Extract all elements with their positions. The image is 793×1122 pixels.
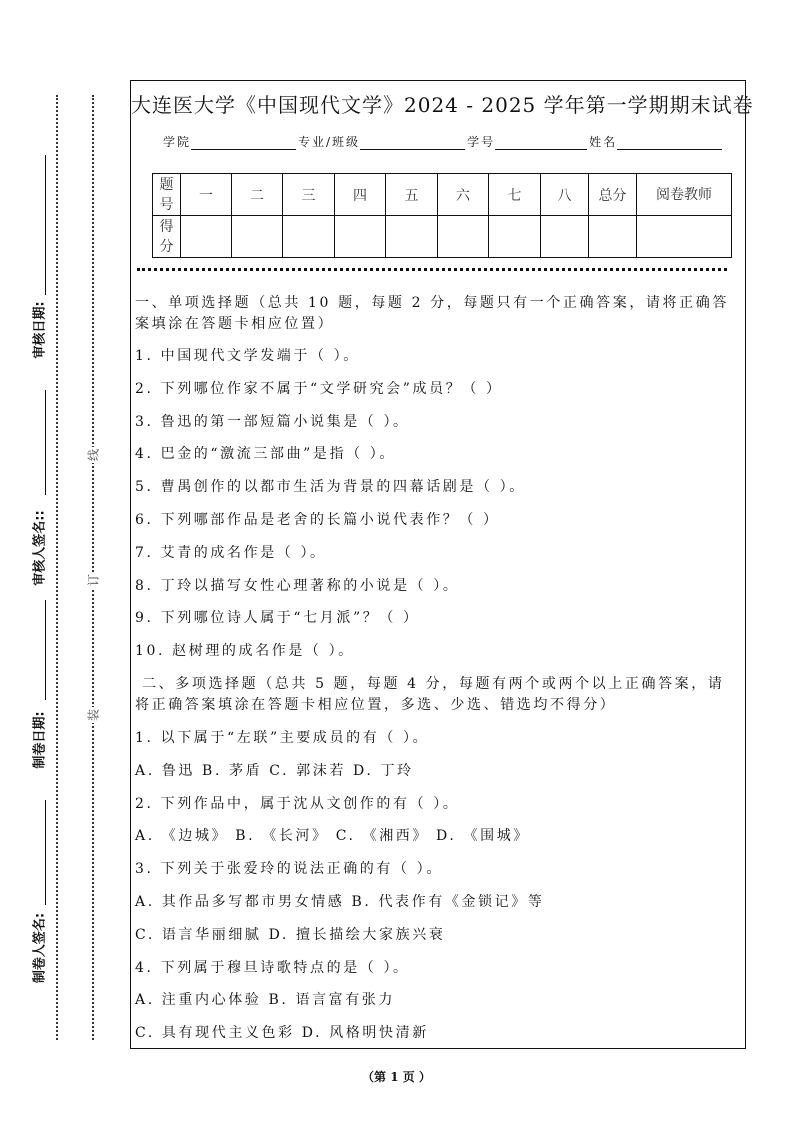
option-line: A. 鲁迅 B. 茅盾 C. 郭沫若 D. 丁玲 — [135, 762, 414, 779]
option-line: C. 具有现代主义色彩 D. 风格明快清新 — [135, 1025, 429, 1042]
question-item: 3. 下列关于张爱玲的说法正确的有（ ）。 — [135, 861, 443, 878]
score-table-header-row — [153, 174, 732, 216]
score-cell[interactable] — [637, 216, 732, 258]
questions — [135, 293, 741, 1050]
score-table — [152, 173, 732, 258]
col-6: 六 — [438, 174, 489, 216]
option-line: A. 注重内心体验 B. 语言富有张力 — [135, 992, 396, 1009]
question-number-label: 题号 — [153, 174, 181, 216]
binding-mark-bind: 装 — [86, 708, 101, 722]
binding-dotted-line-outer — [56, 95, 58, 1040]
score-cell[interactable] — [283, 216, 335, 258]
col-5: 五 — [386, 174, 438, 216]
question-item: 5. 曹禺创作的以都市生活为背景的四幕话剧是（ ）。 — [135, 479, 526, 496]
question-item: 1. 中国现代文学发端于（ ）。 — [135, 348, 360, 364]
score-table-score-row — [153, 216, 732, 258]
compiler-signature-label: 制卷人签名: — [32, 912, 48, 984]
score-cell[interactable] — [589, 216, 637, 258]
major-class-field[interactable] — [360, 137, 465, 150]
col-8: 八 — [541, 174, 589, 216]
page-number: （第 1 页 ） — [362, 1070, 431, 1084]
score-label: 得分 — [153, 216, 181, 258]
col-4: 四 — [335, 174, 386, 216]
review-date-label: 审核日期: — [32, 301, 48, 359]
question-item: 10. 赵树理的成名作是（ ）。 — [135, 643, 355, 660]
score-cell[interactable] — [232, 216, 283, 258]
col-total: 总分 — [589, 174, 637, 216]
score-cell[interactable] — [335, 216, 386, 258]
binding-mark-staple: 订 — [86, 573, 101, 587]
score-cell[interactable] — [541, 216, 589, 258]
compile-date-label: 制卷日期: — [32, 711, 48, 769]
college-field[interactable] — [191, 137, 296, 150]
col-3: 三 — [283, 174, 335, 216]
dotted-divider — [137, 268, 727, 271]
option-line: A. 《边城》 B. 《长河》 C. 《湘西》 D. 《围城》 — [135, 828, 530, 845]
col-7: 七 — [489, 174, 541, 216]
score-cell[interactable] — [489, 216, 541, 258]
student-id-field[interactable] — [495, 137, 587, 150]
exam-frame — [130, 80, 754, 1049]
section1-heading: 一、单项选择题（总共 10 题，每题 2 分，每题只有一个正确答案，请将正确答案填涂在答题卡相应位置） — [135, 295, 729, 332]
question-item: 7. 艾青的成名作是（ ）。 — [135, 544, 327, 561]
question-item: 1. 以下属于“左联”主要成员的有（ ）。 — [135, 729, 430, 746]
review-date-line — [45, 155, 46, 295]
section2-heading: 二、多项选择题（总共 5 题，每题 4 分，每题有两个或两个以上正确答案，请将正确答案填涂在答题卡相应位置，多选、少选、错选均不得分） — [135, 675, 725, 713]
col-2: 二 — [232, 174, 283, 216]
reviewer-signature-label: 审核人签名:: — [32, 510, 48, 586]
question-item: 4. 巴金的“激流三部曲”是指（ ）。 — [135, 446, 396, 463]
exam-title: 大连医大学《中国现代文学》2024 - 2025 学年第一学期期末试卷 — [131, 93, 754, 117]
col-grader: 阅卷教师 — [637, 174, 732, 216]
question-item: 4. 下列属于穆旦诗歌特点的是（ ）。 — [135, 959, 410, 976]
compiler-signature-line — [45, 800, 46, 905]
question-item: 3. 鲁迅的第一部短篇小说集是（ ）。 — [135, 413, 410, 430]
college-label: 学院 — [163, 135, 192, 149]
binding-dotted-line-inner — [92, 95, 94, 1040]
question-item: 8. 丁玲以描写女性心理著称的小说是（ ）。 — [135, 577, 460, 594]
major-class-label: 专业/班级 — [298, 135, 361, 149]
option-line: C. 语言华丽细腻 D. 擅长描绘大家族兴衰 — [135, 926, 446, 943]
question-item: 6. 下列哪部作品是老舍的长篇小说代表作？（ ） — [135, 511, 500, 528]
col-1: 一 — [181, 174, 232, 216]
name-label: 姓名 — [589, 135, 618, 149]
score-cell[interactable] — [386, 216, 438, 258]
reviewer-signature-line — [45, 390, 46, 495]
compile-date-line — [45, 600, 46, 700]
score-cell[interactable] — [181, 216, 232, 258]
question-item: 9. 下列哪位诗人属于“七月派”？（ ） — [135, 610, 420, 627]
binding-mark-line: 线 — [86, 448, 101, 462]
question-item: 2. 下列作品中，属于沈从文创作的有（ ）。 — [135, 795, 460, 812]
question-item: 2. 下列哪位作家不属于“文学研究会”成员？（ ） — [135, 380, 503, 397]
student-id-label: 学号 — [467, 135, 496, 149]
student-info-row — [163, 133, 724, 150]
score-cell[interactable] — [438, 216, 489, 258]
name-field[interactable] — [617, 137, 722, 150]
option-line: A. 其作品多写都市男女情感 B. 代表作有《金锁记》等 — [135, 893, 545, 910]
